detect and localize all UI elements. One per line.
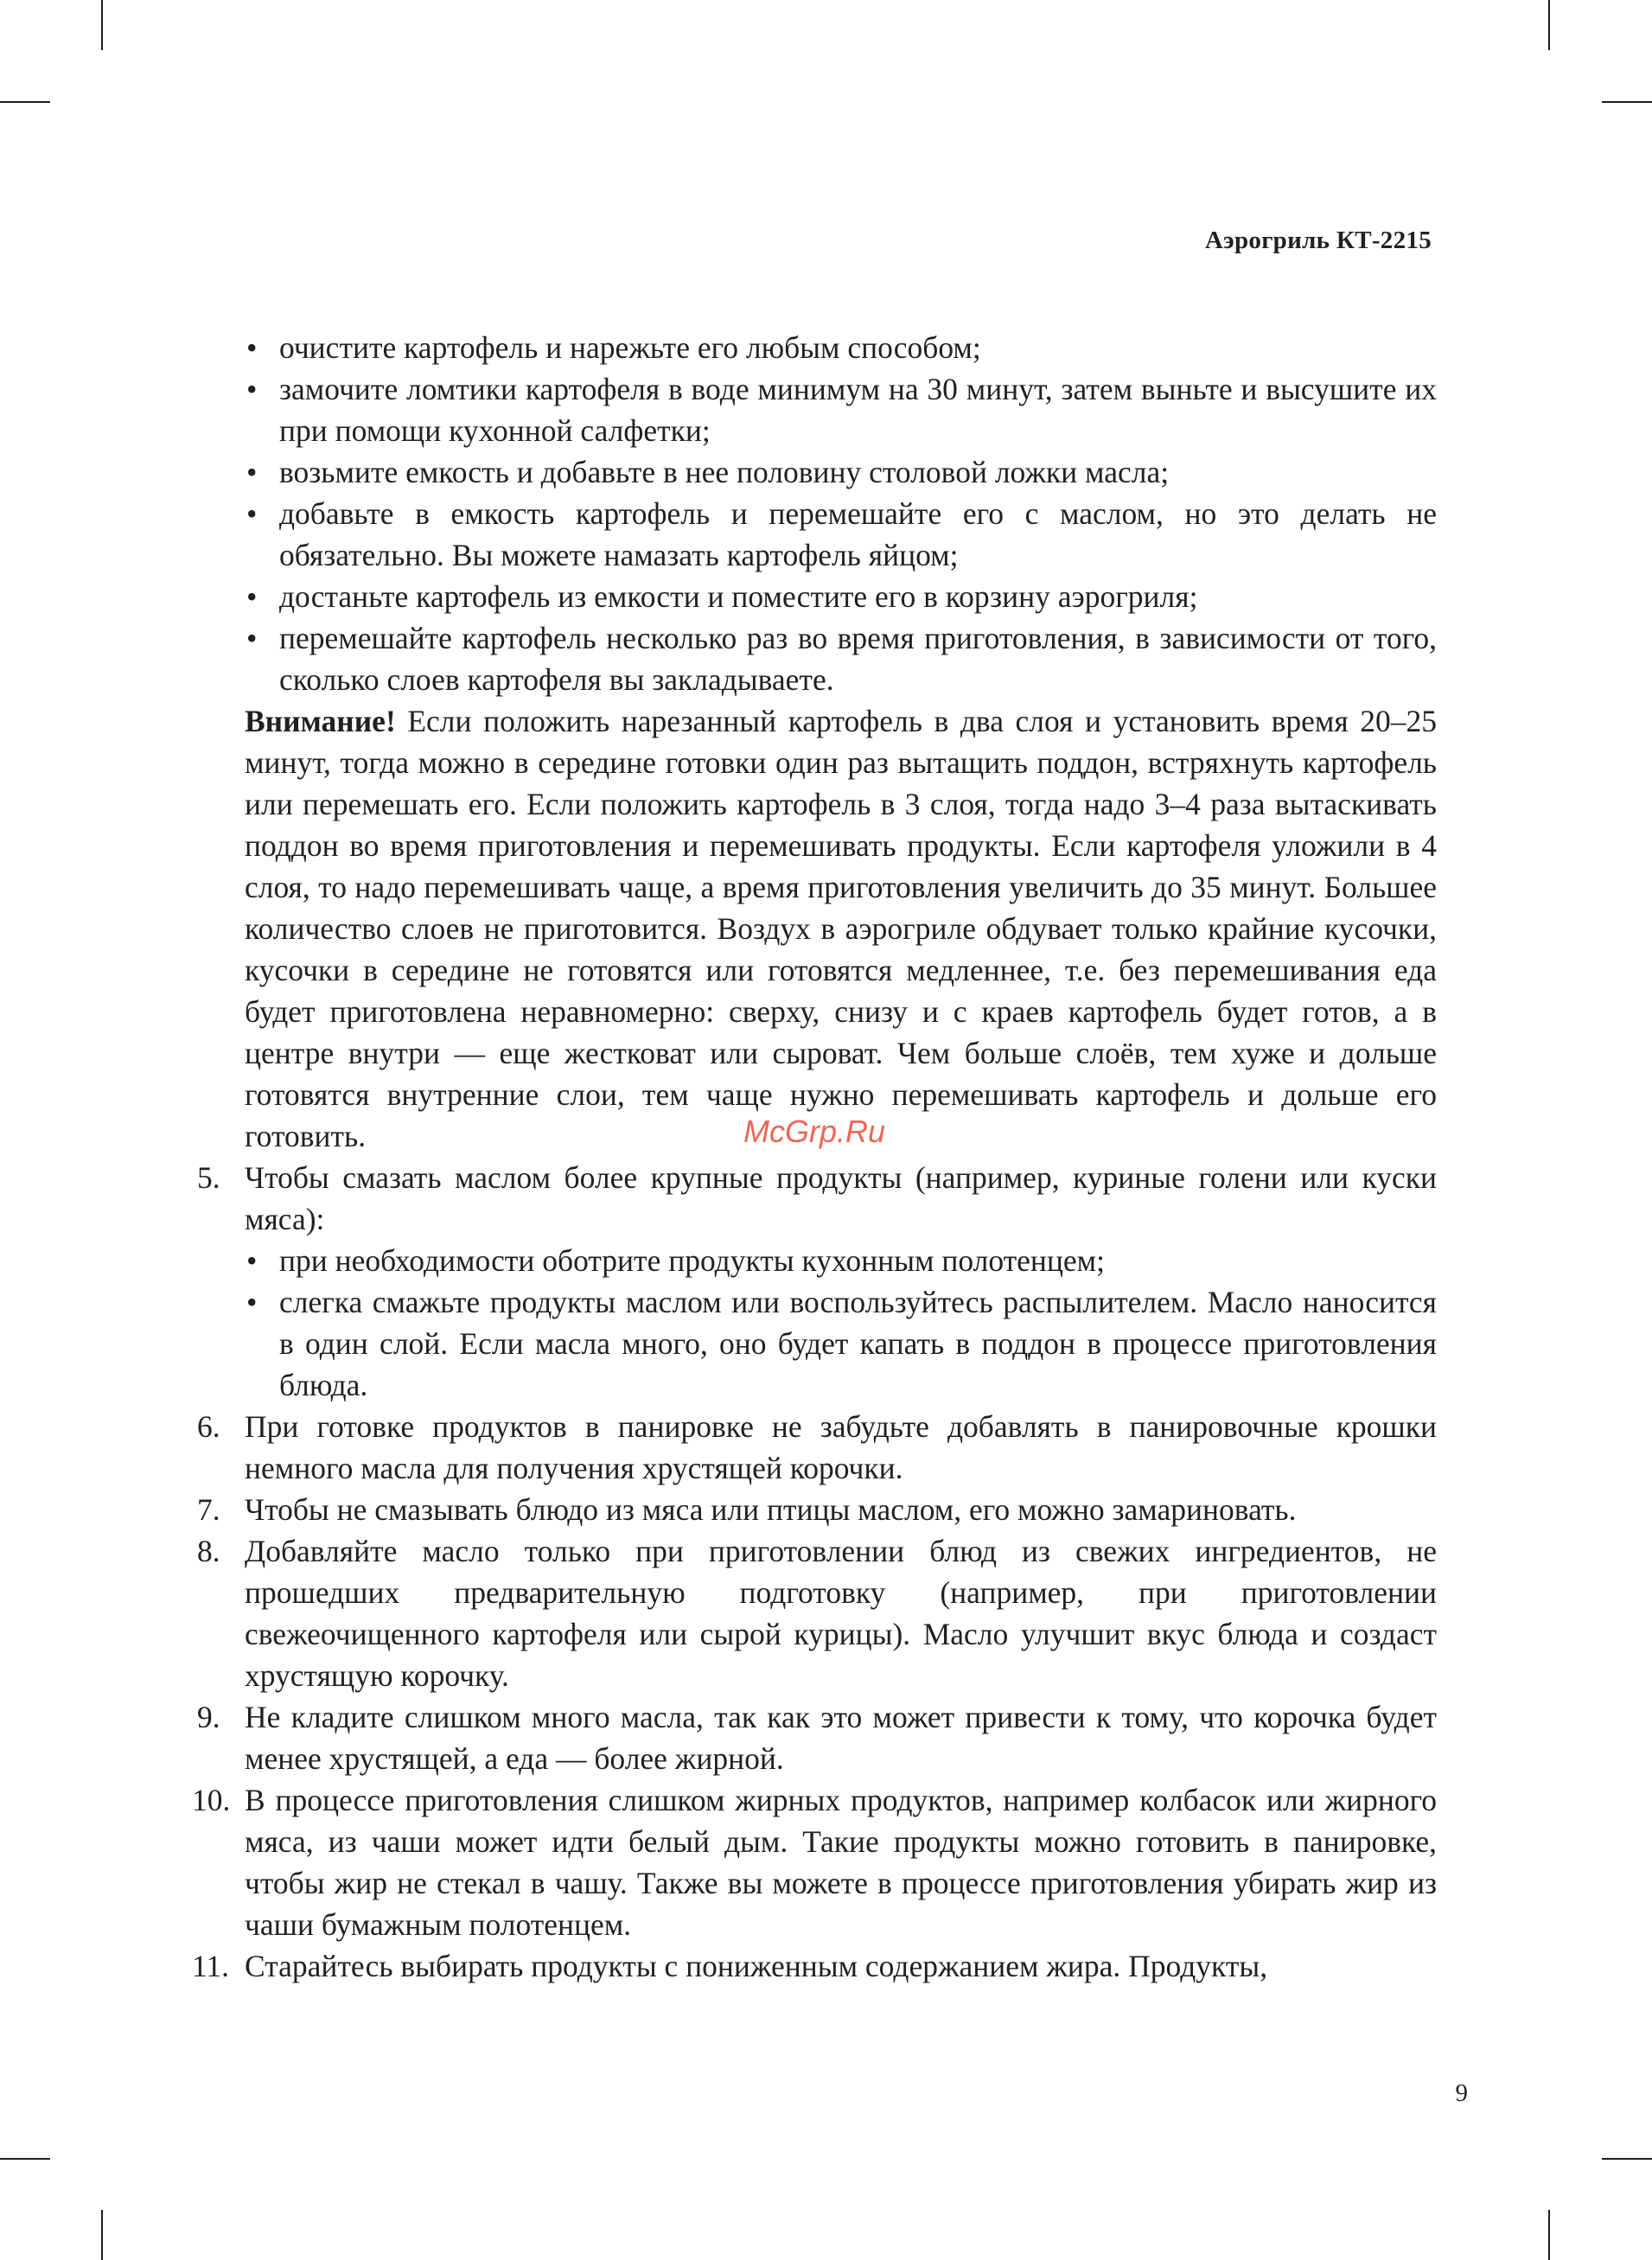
item5-bullet-list <box>245 1240 1437 1406</box>
item-text: Чтобы смазать маслом более крупные продукты (например, куриные голени или куски мяса): <box>245 1160 1437 1236</box>
item-number: 8. <box>197 1534 220 1568</box>
numbered-item-7 <box>192 1489 1437 1530</box>
item-text: При готовке продуктов в панировке не забудьте добавлять в панировочные крошки немного масла для получения хрустящей корочки. <box>245 1409 1437 1485</box>
crop-mark <box>1548 0 1550 50</box>
bullet-icon: • <box>246 1243 258 1278</box>
item-number: 10. <box>192 1783 231 1817</box>
item-text: В процессе приготовления слишком жирных продуктов, например колбасок или жирного мяса, из чаши может идти белый дым. Такие продукты можно готовить в панировке, чтобы жир не стекал в чашу. Также вы можете в процессе приготовления убирать жир из чаши бумажным полотенцем. <box>245 1783 1437 1942</box>
item-text: Чтобы не смазывать блюдо из мяса или птицы маслом, его можно замариновать. <box>245 1492 1297 1527</box>
crop-mark <box>101 2210 103 2260</box>
top-bullet-list <box>192 327 1437 700</box>
item-number: 9. <box>197 1700 220 1734</box>
running-header: Аэрогриль КТ-2215 <box>1204 227 1432 254</box>
list-item: • добавьте в емкость картофель и перемешайте его с маслом, но это делать не обязательно. Вы можете намазать картофель яйцом; <box>245 493 1437 576</box>
bullet-icon: • <box>246 455 258 489</box>
numbered-item-5 <box>192 1157 1437 1406</box>
list-item: • при необходимости оботрите продукты кухонным полотенцем; <box>245 1240 1437 1281</box>
list-item: • достаньте картофель из емкости и поместите его в корзину аэрогриля; <box>245 576 1437 617</box>
numbered-item-10 <box>192 1779 1437 1945</box>
warning-paragraph <box>192 700 1437 1157</box>
bullet-icon: • <box>246 496 258 531</box>
crop-mark <box>101 0 103 50</box>
warning-text: Если положить нарезанный картофель в два слоя и установить время 20–25 минут, тогда можно в середине готовки один раз вытащить поддон, встряхнуть картофель или перемешать его. Если положить картофель в 3 слоя, тогда надо 3–4 раза вытаскивать поддон во время приготовления и перемешивать продукты. Если картофеля уложили в 4 слоя, то надо перемешивать чаще, а время приготовления увеличить до 35 минут. Большее количество слоев не приготовится. Воздух в аэрогриле обдувает только крайние кусочки, кусочки в середине не готовятся или готовятся медленнее, т.е. без перемешивания еда будет приготовлена неравномерно: сверху, снизу и с краев картофель будет готов, а в центре внутри — еще жестковат или сыроват. Чем больше слоёв, тем хуже и дольше готовятся внутренние слои, тем чаще нужно перемешивать картофель и дольше его готовить. <box>245 704 1437 1153</box>
item-number: 5. <box>197 1160 220 1195</box>
item-text: Добавляйте масло только при приготовлении блюд из свежих ингредиентов, не прошедших предварительную подготовку (например, при приготовлении свежеочищенного картофеля или сырой курицы). Масло улучшит вкус блюда и создаст хрустящую корочку. <box>245 1534 1437 1693</box>
bullet-icon: • <box>246 579 258 614</box>
item-text: Старайтесь выбирать продукты с пониженным содержанием жира. Продукты, <box>245 1949 1268 1983</box>
bullet-icon: • <box>246 1285 258 1319</box>
item-number: 7. <box>197 1492 220 1527</box>
numbered-list <box>192 1157 1437 1987</box>
numbered-item-8 <box>192 1530 1437 1696</box>
crop-mark <box>1602 101 1652 103</box>
warning-label: Внимание! <box>245 704 396 738</box>
item-text: Не кладите слишком много масла, так как это может привести к тому, что корочка будет менее хрустящей, а еда — более жирной. <box>245 1700 1437 1776</box>
list-item: • очистите картофель и нарежьте его любым способом; <box>245 327 1437 368</box>
crop-mark <box>1602 2158 1652 2160</box>
page-body <box>192 327 1437 1987</box>
item-number: 6. <box>197 1409 220 1444</box>
numbered-item-6 <box>192 1406 1437 1489</box>
bullet-icon: • <box>246 372 258 406</box>
bullet-icon: • <box>246 330 258 365</box>
numbered-item-9 <box>192 1696 1437 1779</box>
crop-mark <box>0 101 50 103</box>
watermark: McGrp.Ru <box>743 1114 886 1149</box>
item-number: 11. <box>192 1949 230 1983</box>
numbered-item-11 <box>192 1945 1437 1987</box>
list-item: • слегка смажьте продукты маслом или воспользуйтесь распылителем. Масло наносится в один слой. Если масла много, оно будет капать в поддон в процессе приготовления блюда. <box>245 1281 1437 1406</box>
page-number: 9 <box>1455 2079 1468 2107</box>
list-item: • замочите ломтики картофеля в воде минимум на 30 минут, затем выньте и высушите их при помощи кухонной салфетки; <box>245 368 1437 451</box>
crop-mark <box>1548 2210 1550 2260</box>
list-item: • возьмите емкость и добавьте в нее половину столовой ложки масла; <box>245 451 1437 493</box>
crop-mark <box>0 2158 50 2160</box>
list-item: • перемешайте картофель несколько раз во время приготовления, в зависимости от того, сколько слоев картофеля вы закладываете. <box>245 617 1437 700</box>
bullet-icon: • <box>246 621 258 655</box>
